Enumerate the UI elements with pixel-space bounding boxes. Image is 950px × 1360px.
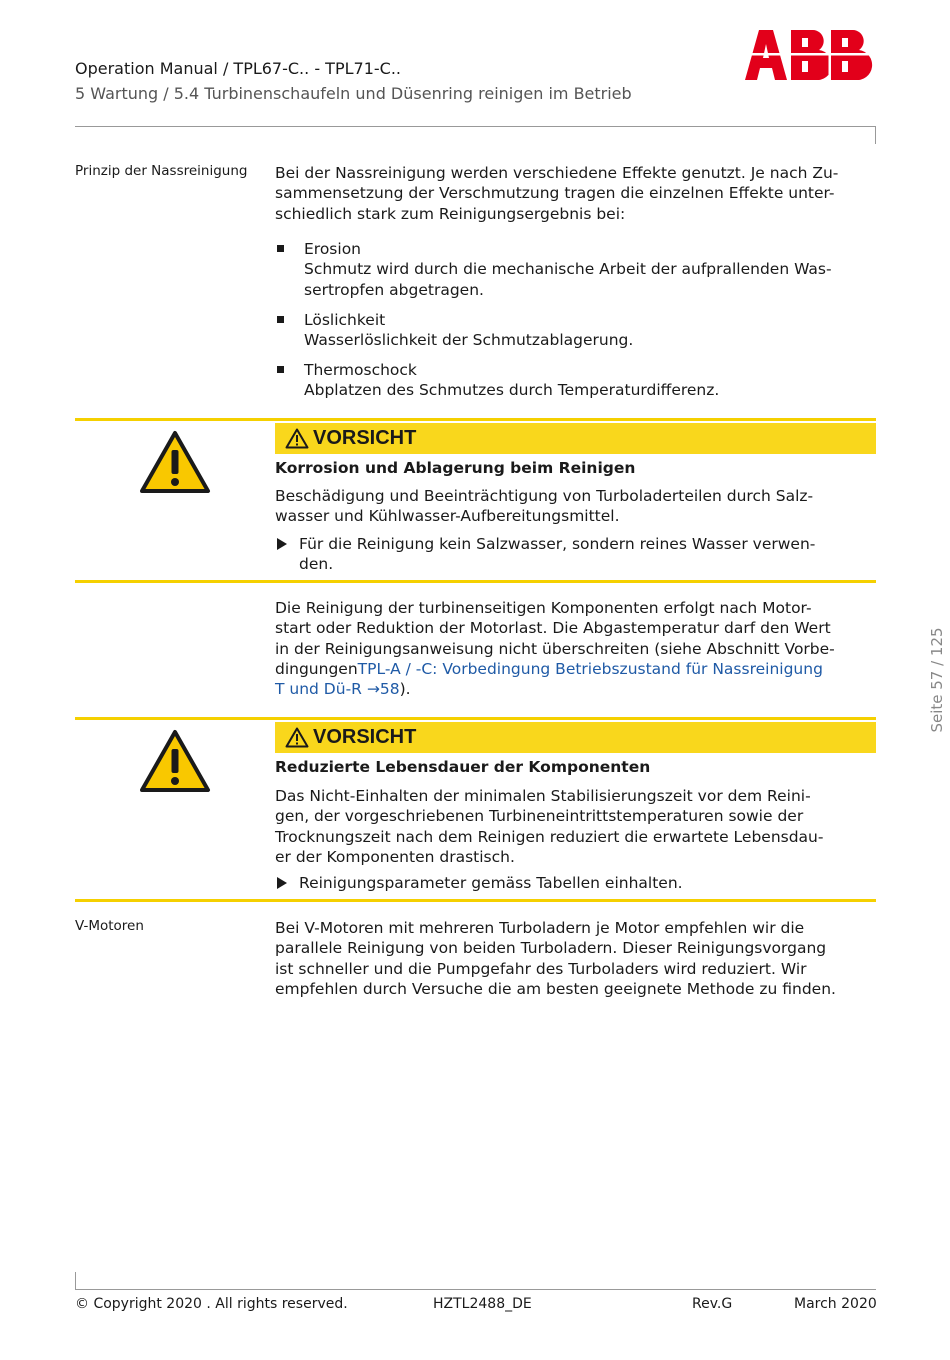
small-warning-icon [285,428,309,449]
warning-rule-top [75,418,876,421]
bullet-term: Löslichkeit [304,311,386,329]
warning-rule-bottom [75,580,876,583]
bullet-desc: Schmutz wird durch die mechanische Arbeit der aufprallenden Was- [304,260,832,279]
intro-line: sammensetzung der Verschmutzung tragen die einzelnen Effekte unter- [275,184,835,203]
paragraph-text: ). [399,680,411,699]
footer-revision: Rev.G [692,1296,733,1312]
action-line: Für die Reinigung kein Salzwasser, sondern reines Wasser verwen- [299,535,816,553]
paragraph-line: empfehlen durch Versuche die am besten geeignete Methode zu finden. [275,979,836,998]
action-line: Reinigungsparameter gemäss Tabellen einhalten. [299,874,683,892]
warning-rule-top [75,717,876,720]
intro-paragraph [275,163,875,224]
warning-text-line: Das Nicht-Einhalten der minimalen Stabilisierungszeit vor dem Reini- [275,787,811,805]
section-breadcrumb: 5 Wartung / 5.4 Turbinenschaufeln und Düsenring reinigen im Betrieb [75,84,632,103]
footer-rule [75,1289,876,1290]
warning-text-line: er der Komponenten drastisch. [275,847,515,866]
warning-triangle-icon [139,729,211,793]
warning-title: Reduzierte Lebensdauer der Komponenten [275,758,651,776]
document-title: Operation Manual / TPL67-C.. - TPL71-C.. [75,59,401,78]
bullet-desc: Abplatzen des Schmutzes durch Temperaturdifferenz. [304,381,720,400]
warning-triangle-icon [139,430,211,494]
warning-banner [275,722,876,753]
paragraph-line: ist schneller und die Pumpgefahr des Turboladers wird reduziert. Wir [275,959,807,978]
paragraph-line: in der Reinigungsanweisung nicht überschreiten (siehe Abschnitt Vorbe- [275,639,835,658]
bullet-desc: Wasserlöslichkeit der Schmutzablagerung. [304,331,634,350]
footer-document-id: HZTL2488_DE [433,1296,532,1312]
paragraph-line: parallele Reinigung von beiden Turboladern. Dieser Reinigungsvorgang [275,939,827,958]
side-label-v-motoren: V-Motoren [75,918,144,934]
warning-text-line: Trocknungszeit nach dem Reinigen reduziert die erwartete Lebensdau- [275,827,824,846]
bullet-square-icon [277,366,284,373]
bullet-desc: sertropfen abgetragen. [304,280,484,299]
bullet-square-icon [277,316,284,323]
warning-action [299,873,875,893]
paragraph-text: dingungen [275,659,358,678]
action-arrow-icon [277,877,287,889]
abb-logo [745,30,877,80]
action-line: den. [299,555,334,574]
footer-rule-tick [75,1272,76,1290]
paragraph-line [275,659,875,679]
bullet-term: Erosion [304,240,361,258]
action-arrow-icon [277,538,287,550]
small-warning-icon [285,727,309,748]
cleaning-paragraph [275,598,875,699]
bullet-term: Thermoschock [304,361,417,379]
cross-reference-link[interactable]: TPL-A / -C: Vorbedingung Betriebszustand für Nassreinigung [357,659,823,678]
warning-text [275,486,875,527]
paragraph-line: Bei V-Motoren mit mehreren Turboladern je Motor empfehlen wir die [275,919,805,937]
header-rule [75,126,876,127]
warning-text-line: wasser und Kühlwasser-Aufbereitungsmittel. [275,507,620,526]
warning-signal-word: VORSICHT [313,427,417,449]
paragraph-line: start oder Reduktion der Motorlast. Die Abgastemperatur darf den Wert [275,619,831,638]
intro-line: schiedlich stark zum Reinigungsergebnis bei: [275,204,626,223]
bullet-square-icon [277,245,284,252]
warning-text-line: gen, der vorgeschriebenen Turbineneintrittstemperaturen sowie der [275,807,804,826]
footer-date: March 2020 [794,1296,877,1312]
warning-text [275,786,875,867]
warning-text-line: Beschädigung und Beeinträchtigung von Turboladerteilen durch Salz- [275,487,814,505]
warning-banner [275,423,876,454]
warning-signal-word: VORSICHT [313,726,417,748]
page-number: Seite 57 / 125 [928,627,946,733]
warning-title: Korrosion und Ablagerung beim Reinigen [275,459,636,477]
warning-action [299,534,875,575]
cross-reference-link[interactable]: T und Dü-R →58 [275,680,400,699]
header-rule-tick [875,126,876,144]
paragraph-line [275,679,875,699]
side-label-nassreinigung: Prinzip der Nassreinigung [75,163,248,179]
warning-rule-bottom [75,899,876,902]
footer-copyright: © Copyright 2020 . All rights reserved. [75,1296,348,1312]
v-motoren-paragraph [275,918,875,999]
paragraph-line: Die Reinigung der turbinenseitigen Komponenten erfolgt nach Motor- [275,599,812,617]
intro-line: Bei der Nassreinigung werden verschiedene Effekte genutzt. Je nach Zu- [275,164,839,182]
